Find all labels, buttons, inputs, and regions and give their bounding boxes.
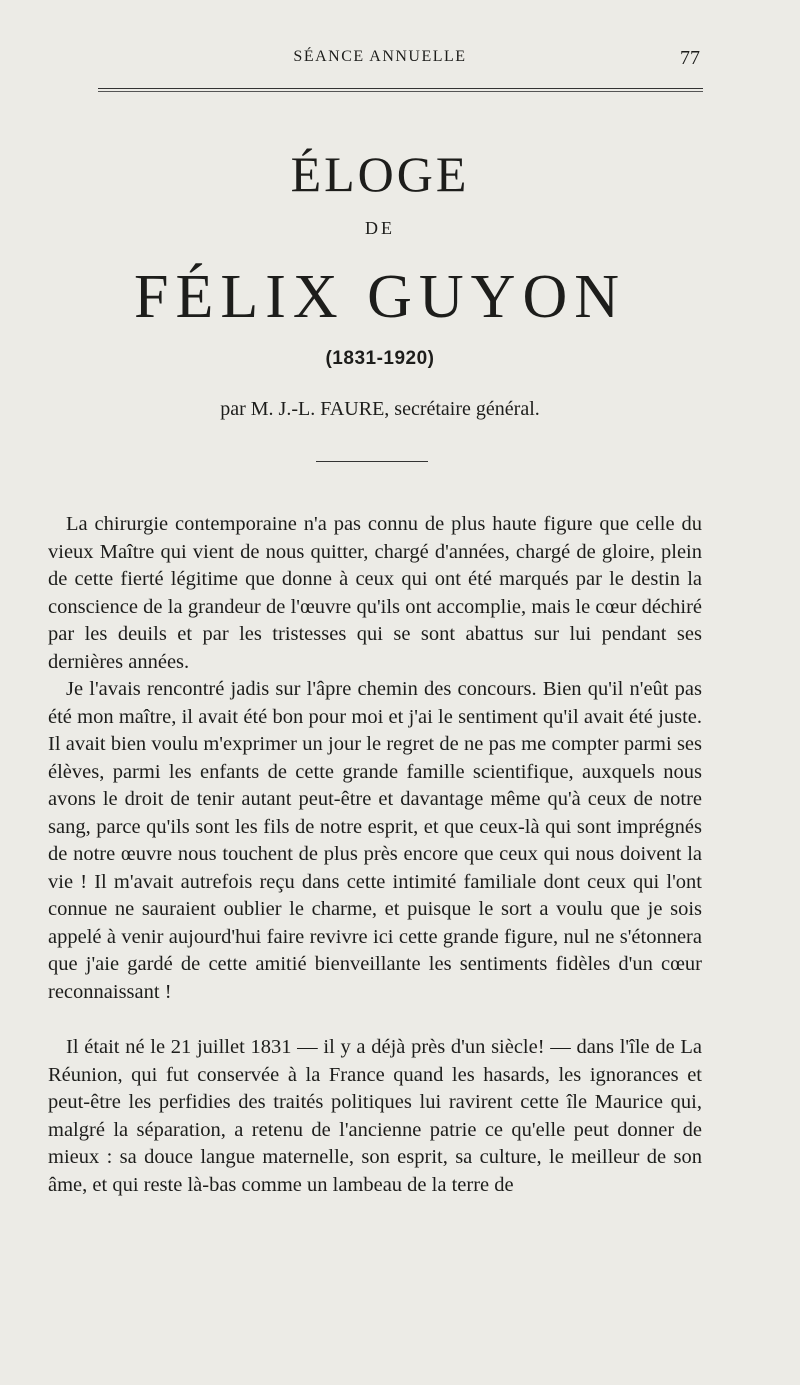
running-header (0, 48, 800, 72)
byline: par M. J.-L. FAURE, secrétaire général. (220, 398, 540, 420)
header-rule-second (98, 91, 703, 92)
running-title: SÉANCE ANNUELLE (293, 48, 467, 65)
section-rule (316, 461, 428, 462)
page-number: 77 (680, 47, 700, 69)
paragraph: La chirurgie contemporaine n'a pas connu de plus haute figure que celle du vieux Maître qui vient de nous quitter, chargé d'années, chargé de gloire, plein de cette fierté légitime que donne à ceux qui ont été marqués par le destin la conscience de la grandeur de l'œuvre qu'ils ont accomplie, mais le cœur déchiré par les deuils et par les tristesses qui se sont abattus sur lui pendant ses dernières années. (48, 513, 702, 673)
header-rule (98, 88, 703, 89)
title-name: FÉLIX GUYON (133, 263, 627, 331)
paragraph: Il était né le 21 juillet 1831 — il y a déjà près d'un siècle! — dans l'île de La Réunion, qui fut conservée à la France quand les hasards, les ignorances et peut-être les perfidies des traités politiques lui ravirent cette île Maurice qui, malgré la séparation, a retenu de l'ancienne patrie ce qu'elle peut donner de mieux : sa douce langue maternelle, son esprit, sa culture, le meilleur de son âme, et qui reste là-bas comme un lambeau de la terre de (48, 1036, 702, 1196)
title-eloge: ÉLOGE (290, 146, 470, 202)
life-dates: (1831-1920) (325, 348, 435, 369)
title-de: DE (365, 218, 395, 238)
paragraph: Je l'avais rencontré jadis sur l'âpre chemin des concours. Bien qu'il n'eût pas été mon maître, il avait été bon pour moi et j'ai le sentiment qu'il avait été juste. Il avait bien voulu m'exprimer un jour le regret de ne pas me compter parmi ses élèves, parmi les enfants de cette grande famille scientifique, auxquels nous avons le droit de tenir autant peut-être et davantage même qu'à ceux de notre sang, parce qu'ils sont les fils de notre esprit, et que ceux-là qui sont imprégnés de notre œuvre nous touchent de plus près encore que ceux qui nous doivent la vie ! Il m'avait autrefois reçu dans cette intimité familiale dont ceux qui l'ont connue ne sauraient oublier le charme, et puisque le sort a voulu que je sois appelé à venir aujourd'hui faire revivre ici cette grande figure, nul ne s'étonnera que j'aie gardé de cette amitié bienveillante les sentiments fidèles d'un cœur reconnaissant ! (48, 678, 702, 1003)
body-text (48, 511, 702, 1199)
